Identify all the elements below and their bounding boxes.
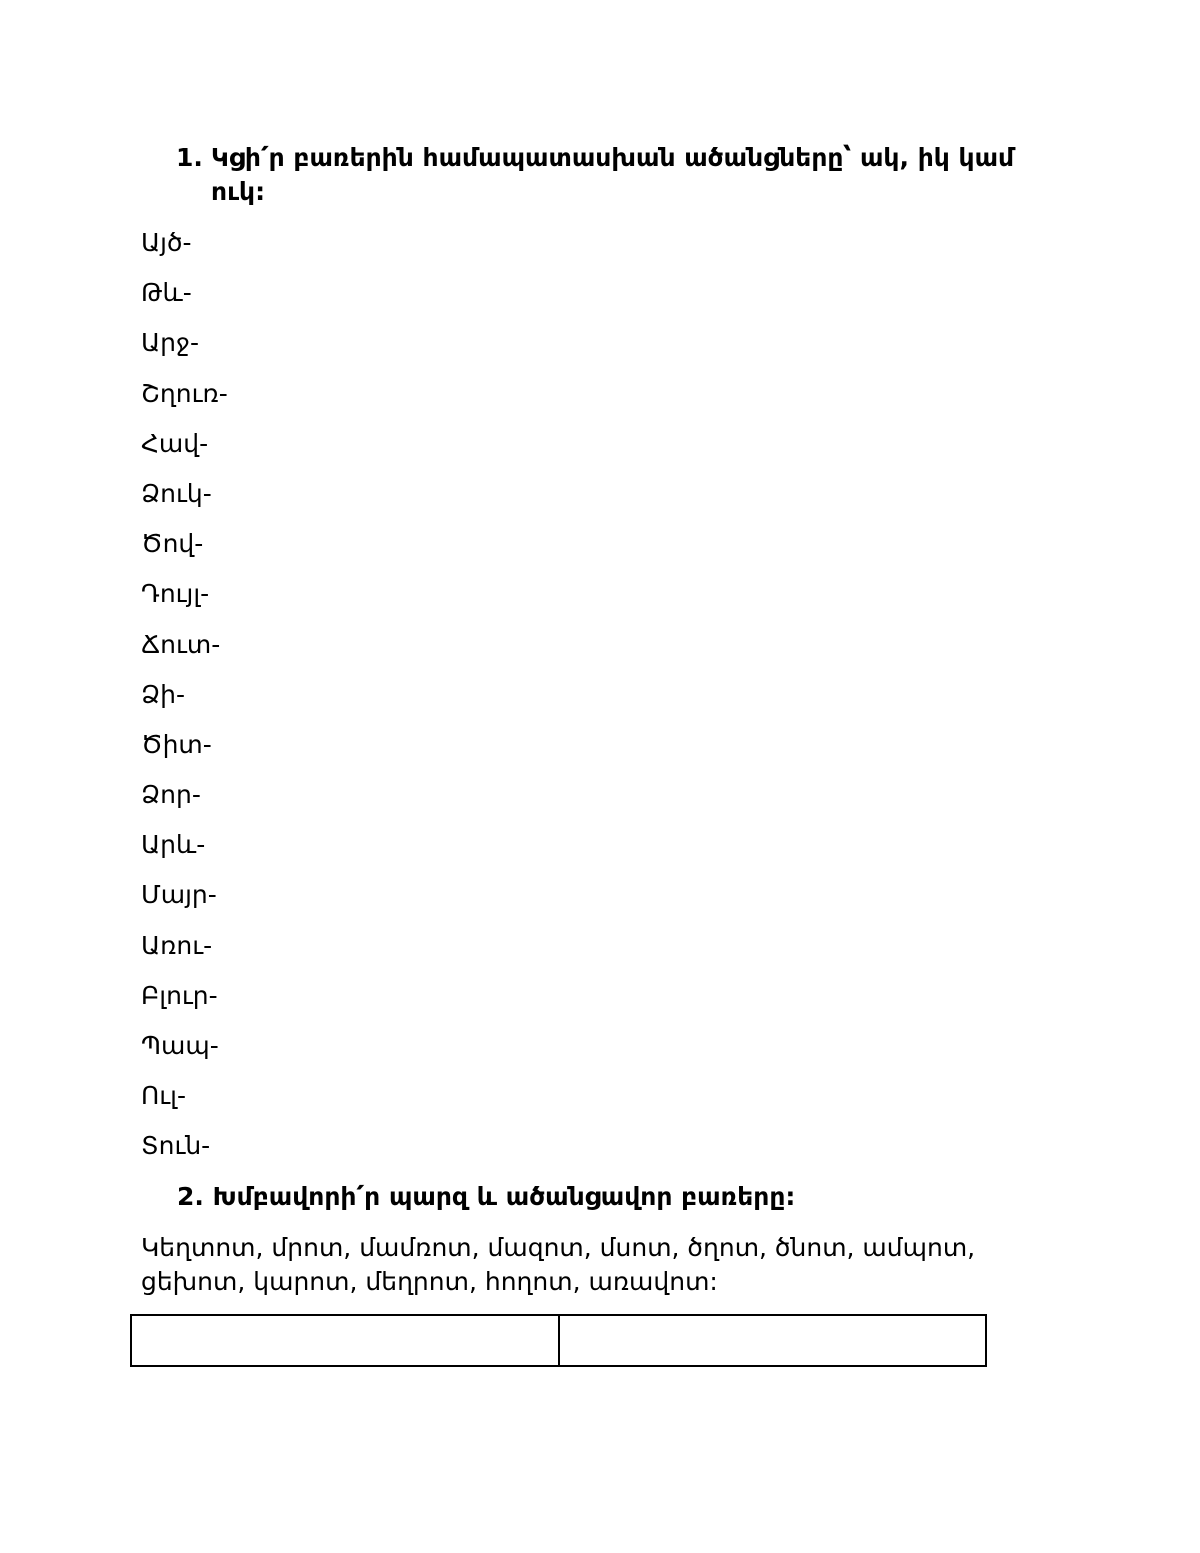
word-item: Դույլ- — [141, 579, 210, 609]
word-item: Պապ- — [141, 1031, 219, 1060]
word-item: Շղուռ- — [141, 378, 228, 408]
word-item: Տուն- — [141, 1131, 211, 1161]
word-item: Մայր- — [141, 880, 217, 910]
question-2-number: 2. — [177, 1182, 204, 1211]
answer-cell-simple[interactable] — [131, 1315, 559, 1366]
word-item: Առու- — [141, 930, 213, 960]
word-item: Ձուկ- — [141, 478, 212, 508]
question-1-heading — [176, 141, 1056, 209]
table-row — [131, 1315, 986, 1366]
word-item: Թև- — [141, 278, 192, 308]
question-2-text: Խմբավորի՛ր պարզ և ածանցավոր բառերը: — [212, 1182, 796, 1211]
word-item: Ծիտ- — [141, 729, 212, 759]
word-item: Ձի- — [141, 679, 186, 709]
question-2-heading — [177, 1180, 795, 1214]
word-item: Ճուտ- — [141, 629, 221, 659]
word-item: Հավ- — [141, 428, 209, 458]
question-1-number: 1. — [176, 143, 203, 172]
word-item: Ձոր- — [141, 780, 201, 810]
word-item: Բլուր- — [141, 980, 218, 1010]
word-item: Արջ- — [141, 328, 200, 358]
word-item: Ծով- — [141, 529, 204, 559]
word-item: Այծ- — [141, 228, 192, 257]
word-paragraph: Կեղտոտ, մրոտ, մամռոտ, մազոտ, մսոտ, ծղոտ, ծնոտ, ամպոտ, ցեխոտ, կարոտ, մեղրոտ, հողոտ, առավոտ: — [141, 1233, 976, 1296]
answer-table — [130, 1314, 987, 1367]
answer-cell-derived[interactable] — [559, 1315, 987, 1366]
word-item: Ուլ- — [141, 1081, 186, 1111]
question-1-text: Կցի՛ր բառերին համապատասխան ածանցները՝ ակ, իկ կամ ուկ: — [211, 143, 1015, 206]
word-list — [141, 226, 228, 1180]
word-item: Արև- — [141, 830, 206, 860]
